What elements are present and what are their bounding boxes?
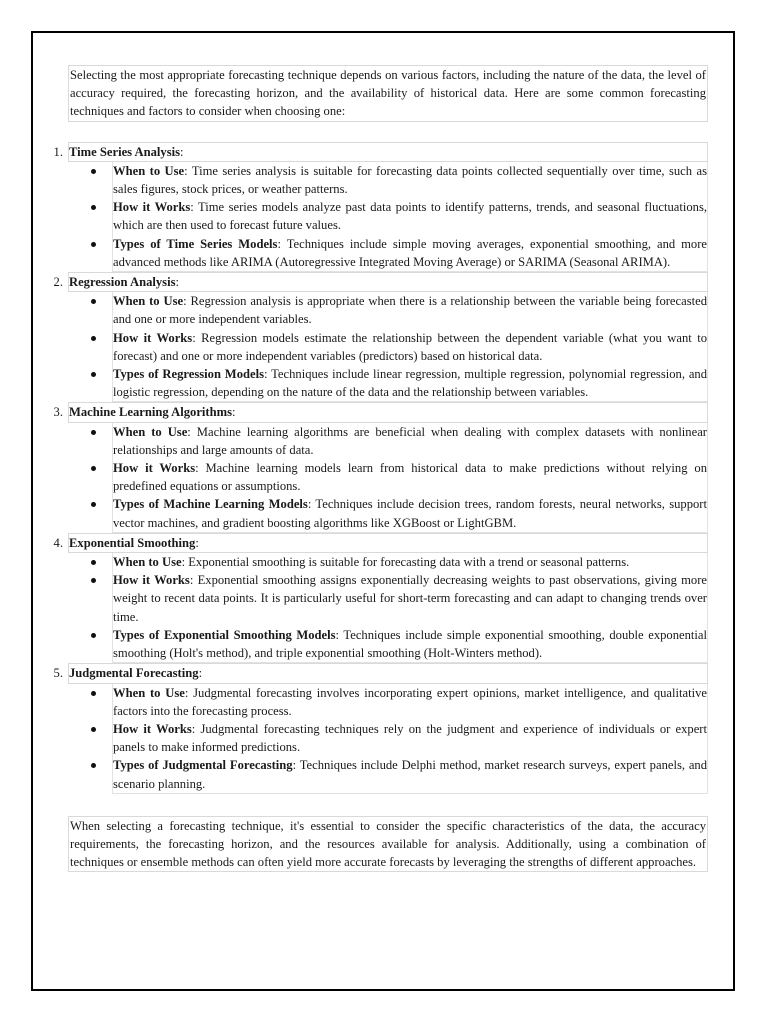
bullet-text: : Regression models estimate the relationship between the dependent variable (what you want to forecast) and one or more independent variables (predictors) based on historical data.: [113, 330, 707, 363]
bullet-text: : Judgmental forecasting techniques rely on the judgment and experience of individuals or expert panels to make informed predictions.: [113, 721, 707, 755]
bullet-term: When to Use: [113, 294, 184, 309]
bullet-text: : Machine learning models learn from historical data to make predictions without relying on predefined equations or assumptions.: [113, 461, 707, 494]
bullet-icon: [91, 299, 96, 304]
bullet-term: When to Use: [113, 163, 185, 178]
list-item: [113, 684, 707, 720]
bullet-text: : Time series models analyze past data points to identify patterns, trends, and seasonal fluctuations, which are then used to forecast future values.: [113, 200, 707, 233]
intro-paragraph: Selecting the most appropriate forecasting technique depends on various factors, including the nature of the data, the level of accuracy required, the forecasting horizon, and the availability of historical data. Here are some common forecasting techniques and factors to consider when choosing one:: [68, 65, 708, 122]
bullet-list: [112, 162, 708, 272]
section-number: 2.: [53, 275, 63, 290]
list-item: [113, 235, 707, 271]
section-number: 3.: [53, 405, 63, 420]
section-colon: :: [180, 144, 184, 159]
list-item: [113, 626, 707, 662]
bullet-text: : Time series analysis is suitable for forecasting data points collected sequentially over time, such as sales figures, stock prices, or weather patterns.: [113, 163, 707, 197]
section-title: Regression Analysis: [69, 275, 176, 290]
section-colon: :: [195, 535, 199, 550]
section-heading: [53, 272, 708, 292]
list-item: [113, 365, 707, 401]
section-judgmental-forecasting: [53, 663, 708, 793]
section-heading: [53, 402, 708, 422]
bullet-term: How it Works: [113, 200, 191, 215]
bullet-term: When to Use: [113, 424, 188, 439]
bullet-icon: [91, 466, 96, 471]
bullet-text: : Judgmental forecasting involves incorporating expert opinions, market intelligence, and qualitative factors into the forecasting process.: [113, 685, 707, 718]
list-item: [113, 571, 707, 626]
bullet-term: Types of Machine Learning Models: [113, 497, 308, 512]
bullet-icon: [91, 430, 96, 435]
bullet-icon: [91, 502, 96, 507]
section-title: Machine Learning Algorithms: [69, 405, 233, 420]
section-time-series: [53, 142, 708, 272]
bullet-text: : Exponential smoothing is suitable for forecasting data with a trend or seasonal patterns.: [181, 555, 630, 570]
bullet-term: Types of Judgmental Forecasting: [113, 758, 293, 773]
list-item: [113, 198, 707, 234]
bullet-list: [112, 292, 708, 402]
bullet-term: How it Works: [113, 461, 196, 476]
bullet-term: How it Works: [113, 573, 190, 588]
list-item: [113, 292, 707, 328]
bullet-text: : Techniques include decision trees, random forests, neural networks, support vector machines, and gradient boosting algorithms like XGBoost or LightGBM.: [113, 497, 707, 530]
list-item: [113, 720, 707, 756]
list-item: [113, 329, 707, 365]
closing-paragraph: When selecting a forecasting technique, it's essential to consider the specific characteristics of the data, the accuracy requirements, the forecasting horizon, and the resources available for analysis. Additionally, using a combination of techniques or ensemble methods can often yield more accurate forecasts by leveraging the strengths of different approaches.: [68, 816, 708, 873]
bullet-icon: [91, 633, 96, 638]
bullet-list: [112, 423, 708, 533]
document-content: [53, 65, 708, 872]
bullet-icon: [91, 336, 96, 341]
bullet-icon: [91, 727, 96, 732]
bullet-text: : Techniques include simple exponential smoothing, double exponential smoothing (Holt's method), and triple exponential smoothing (Holt-Winters method).: [113, 627, 707, 661]
list-item: [113, 553, 707, 571]
section-title: Time Series Analysis: [69, 144, 181, 159]
bullet-text: : Exponential smoothing assigns exponentially decreasing weights to past observations, giving more weight to recent data points. It is particularly useful for short-term forecasting and can adapt to changing trends over time.: [113, 573, 707, 624]
list-item: [113, 162, 707, 198]
bullet-icon: [91, 372, 96, 377]
bullet-term: Types of Time Series Models: [113, 236, 278, 251]
bullet-term: When to Use: [113, 685, 185, 700]
bullet-term: How it Works: [113, 721, 192, 736]
bullet-text: : Techniques include Delphi method, market research surveys, expert panels, and scenario planning.: [113, 758, 708, 791]
bullet-term: Types of Regression Models: [113, 367, 264, 382]
section-number: 1.: [53, 144, 63, 159]
bullet-list: [112, 684, 708, 794]
document-page: [31, 31, 735, 991]
bullet-icon: [91, 242, 96, 247]
section-title: Exponential Smoothing: [69, 535, 196, 550]
section-machine-learning: [53, 402, 708, 532]
bullet-text: : Regression analysis is appropriate when there is a relationship between the variable being forecasted and one or more independent variables.: [113, 294, 707, 327]
section-title: Judgmental Forecasting: [69, 666, 199, 681]
section-colon: :: [232, 405, 236, 420]
section-regression: [53, 272, 708, 402]
section-colon: :: [198, 666, 203, 681]
section-number: 4.: [53, 535, 63, 550]
section-number: 5.: [53, 666, 63, 681]
bullet-icon: [91, 691, 96, 696]
bullet-text: : Techniques include linear regression, multiple regression, polynomial regression, and logistic regression, depending on the nature of the data and the relationship between variables.: [113, 367, 708, 400]
bullet-icon: [91, 560, 96, 565]
bullet-term: When to Use: [113, 555, 182, 570]
section-heading: [53, 533, 708, 553]
bullet-text: : Machine learning algorithms are beneficial when dealing with complex datasets with nonlinear relationships and large amounts of data.: [113, 424, 707, 457]
list-item: [113, 495, 707, 531]
section-colon: :: [175, 275, 179, 290]
list-item: [113, 423, 707, 459]
section-exponential-smoothing: [53, 533, 708, 663]
bullet-list: [112, 553, 708, 663]
bullet-icon: [91, 578, 96, 583]
bullet-text: : Techniques include simple moving averages, exponential smoothing, and more advanced methods like ARIMA (Autoregressive Integrated Moving Average) or SARIMA (Seasonal ARIMA).: [113, 236, 708, 269]
section-heading: [53, 663, 708, 683]
bullet-term: Types of Exponential Smoothing Models: [113, 627, 336, 642]
bullet-icon: [91, 169, 96, 174]
list-item: [113, 459, 707, 495]
bullet-term: How it Works: [113, 330, 193, 345]
section-heading: [53, 142, 708, 162]
bullet-icon: [91, 205, 96, 210]
bullet-icon: [91, 763, 96, 768]
list-item: [113, 756, 707, 792]
